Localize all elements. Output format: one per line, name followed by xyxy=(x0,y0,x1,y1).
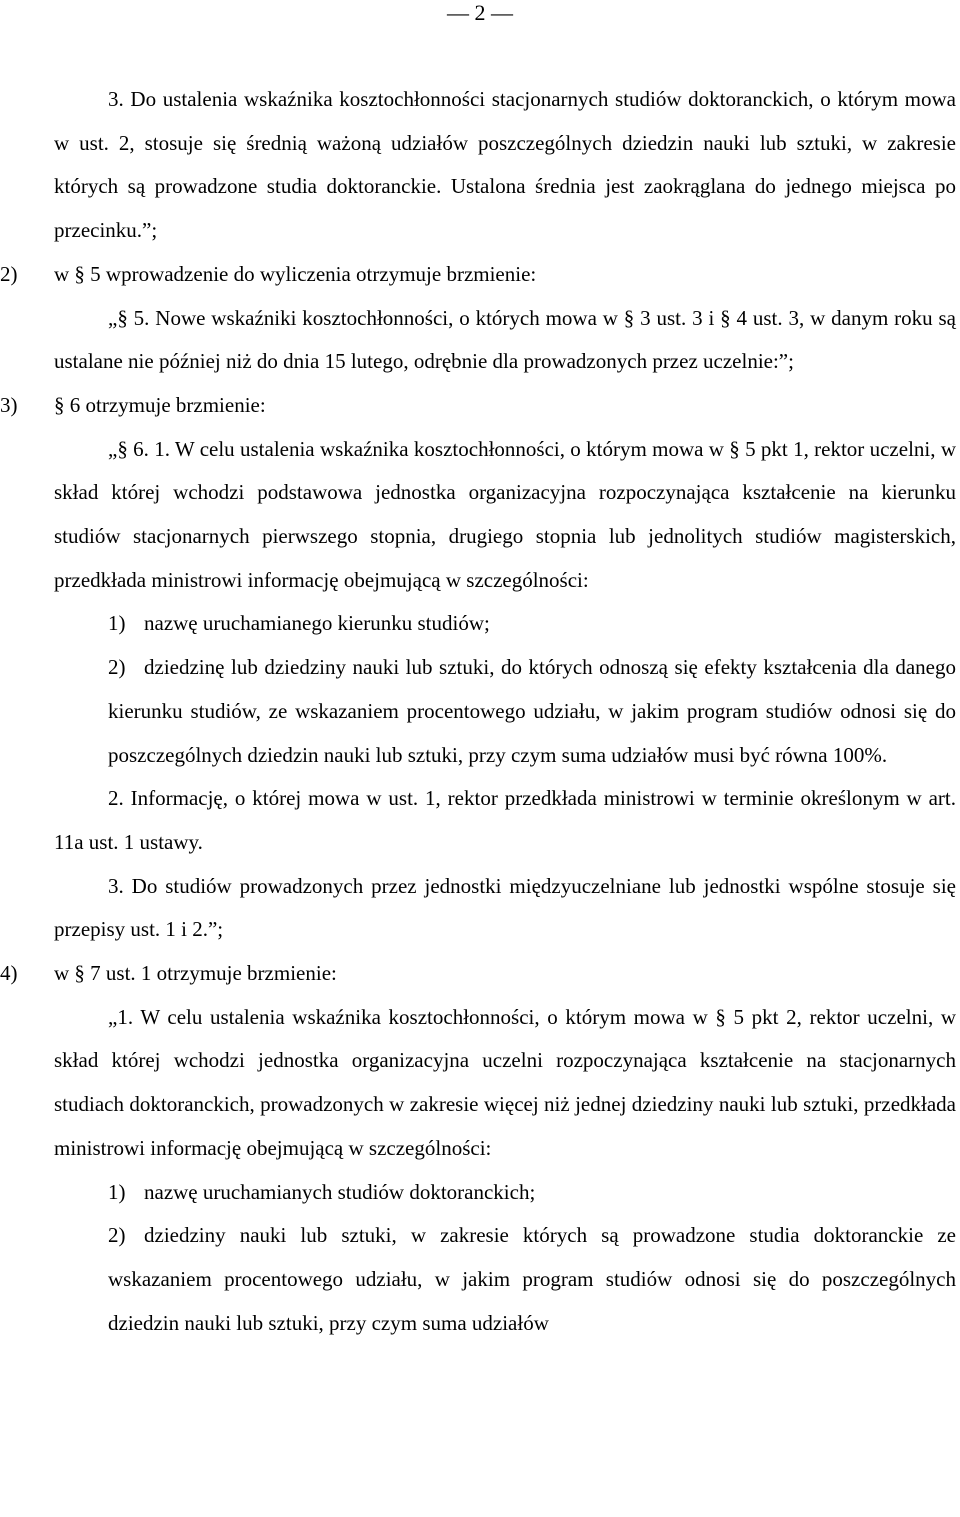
list-item xyxy=(0,602,960,646)
list-item-number: 2) xyxy=(108,655,126,680)
page-number: — 2 — xyxy=(447,0,513,25)
quoted-section-5: „§ 5. Nowe wskaźniki kosztochłonności, o których mowa w § 3 ust. 3 i § 4 ust. 3, w danym roku są ustalane nie później niż do dnia 15 lutego, odrębnie dla prowadzonych przez uczelnie:”; xyxy=(54,305,956,374)
amendment-item-3 xyxy=(0,384,960,428)
list-item-number: 1) xyxy=(108,611,126,636)
list-item-text: dziedzinę lub dziedziny nauki lub sztuki, do których odnoszą się efekty kształcenia dla danego kierunku studiów, ze wskazaniem procentowego udziału, w jakim program studiów odnosi się do poszczególnych dziedzin nauki lub sztuki, przy czym suma udziałów musi być równa 100%. xyxy=(108,655,956,767)
item-number: 3) xyxy=(0,392,18,417)
list-item xyxy=(0,1214,960,1345)
list-item-text: nazwę uruchamianych studiów doktoranckich; xyxy=(144,1179,536,1204)
amendment-item-4 xyxy=(0,952,960,996)
list-item xyxy=(0,1171,960,1215)
quoted-section-6-ust-3: 3. Do studiów prowadzonych przez jednostki międzyuczelniane lub jednostki wspólne stosuje się przepisy ust. 1 i 2.”; xyxy=(54,873,956,942)
list-item-number: 2) xyxy=(108,1223,126,1248)
item-text: w § 5 wprowadzenie do wyliczenia otrzymuje brzmienie: xyxy=(54,261,537,286)
item-number: 4) xyxy=(0,961,18,986)
item-text: w § 7 ust. 1 otrzymuje brzmienie: xyxy=(54,961,337,986)
amendment-item-2 xyxy=(0,253,960,297)
quoted-section-6-ust-1: „§ 6. 1. W celu ustalenia wskaźnika kosztochłonności, o którym mowa w § 5 pkt 1, rektor uczelni, w skład której wchodzi podstawowa jednostka organizacyjna rozpoczynająca kształcenie na kierunku studiów stacjonarnych pierwszego stopnia, drugiego stopnia lub jednolitych studiów magisterskich, przedkłada ministrowi informację obejmującą w szczególności: xyxy=(54,436,956,592)
document-body xyxy=(0,78,960,1345)
list-item-text: dziedziny nauki lub sztuki, w zakresie których są prowadzone studia doktoranckie ze wskazaniem procentowego udziału, w jakim program studiów odnosi się do poszczególnych dziedzin nauki lub sztuki, przy czym suma udziałów xyxy=(108,1223,956,1335)
list-item-text: nazwę uruchamianego kierunku studiów; xyxy=(144,611,490,636)
item-number: 2) xyxy=(0,261,18,286)
list-item xyxy=(0,646,960,777)
list-item-number: 1) xyxy=(108,1179,126,1204)
paragraph-doctoral-cost-index: 3. Do ustalenia wskaźnika kosztochłonności stacjonarnych studiów doktoranckich, o którym mowa w ust. 2, stosuje się średnią ważoną udziałów poszczególnych dziedzin nauki lub sztuki, w zakresie których są prowadzone studia doktoranckie. Ustalona średnia jest zaokrąglana do jednego miejsca po przecinku.”; xyxy=(54,87,956,243)
quoted-section-6-ust-2: 2. Informację, o której mowa w ust. 1, rektor przedkłada ministrowi w terminie określonym w art. 11a ust. 1 ustawy. xyxy=(54,786,956,854)
quoted-section-7-ust-1: „1. W celu ustalenia wskaźnika kosztochłonności, o którym mowa w § 5 pkt 2, rektor uczelni, w skład której wchodzi jednostka organizacyjna uczelni rozpoczynająca kształcenie na stacjonarnych studiach doktoranckich, prowadzonych w zakresie więcej niż jednej dziedziny nauki lub sztuki, przedkłada ministrowi informację obejmującą w szczególności: xyxy=(54,1004,956,1160)
item-text: § 6 otrzymuje brzmienie: xyxy=(54,392,266,417)
